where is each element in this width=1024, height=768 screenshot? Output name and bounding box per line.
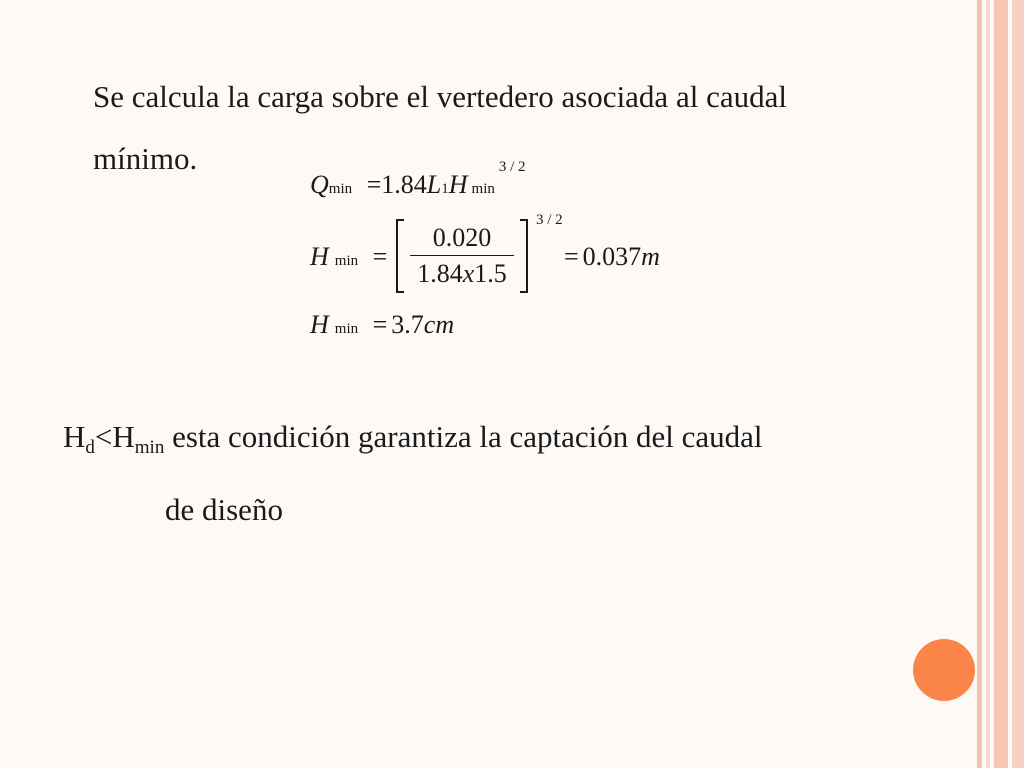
decorative-dot xyxy=(913,639,975,701)
eq2-denominator xyxy=(396,259,528,289)
equation-1 xyxy=(310,159,526,200)
right-bracket xyxy=(520,219,528,293)
eq3-equals: = xyxy=(372,310,388,339)
fraction-bar xyxy=(410,255,514,256)
eq1-H-sub: min xyxy=(471,181,495,197)
conclusion-h-min-sub: min xyxy=(134,437,165,458)
border-stripe-3 xyxy=(994,0,1008,768)
eq2-lhs-var: H xyxy=(310,242,329,271)
eq3-value: 3.7 xyxy=(391,310,424,339)
eq2-exponent: 3 / 2 xyxy=(536,212,563,228)
eq2-equals: = xyxy=(372,242,388,271)
conclusion-paragraph xyxy=(63,406,963,541)
conclusion-h-d: H xyxy=(63,419,86,454)
border-stripe-4 xyxy=(1012,0,1024,768)
eq3-lhs-var: H xyxy=(310,310,329,339)
conclusion-line-2: de diseño xyxy=(165,492,283,527)
border-stripe-1 xyxy=(977,0,982,768)
eq2-lhs-sub: min xyxy=(334,253,359,269)
eq3-unit: cm xyxy=(423,310,455,339)
conclusion-h-d-sub: d xyxy=(85,437,95,458)
eq2-result-equals: = xyxy=(564,242,579,271)
intro-line-2: mínimo. xyxy=(93,141,198,176)
eq1-coefficient: 1.84 xyxy=(381,170,427,199)
eq2-result-value: 0.037 xyxy=(582,242,642,271)
eq2-den-x: x xyxy=(462,259,475,288)
conclusion-h-min: H xyxy=(112,419,135,454)
eq1-exponent: 3 / 2 xyxy=(498,159,526,175)
equation-3 xyxy=(310,310,454,340)
conclusion-less-than: < xyxy=(94,419,113,454)
conclusion-text: esta condición garantiza la captación del caudal xyxy=(164,419,763,454)
eq1-L: L xyxy=(426,170,442,199)
eq1-L-sub: 1 xyxy=(441,181,449,197)
eq1-lhs-var: Q xyxy=(310,170,329,199)
intro-paragraph xyxy=(93,66,973,190)
equation-2-lhs xyxy=(310,242,387,272)
eq2-bracket-fraction xyxy=(396,219,528,293)
eq1-lhs-sub: min xyxy=(328,181,353,197)
eq2-den-b: 1.5 xyxy=(474,259,507,288)
eq1-H: H xyxy=(448,170,468,199)
eq3-lhs-sub: min xyxy=(334,321,359,337)
eq2-numerator: 0.020 xyxy=(432,223,492,252)
eq2-result-unit: m xyxy=(641,242,660,271)
eq2-den-a: 1.84 xyxy=(417,259,463,288)
intro-line-1: Se calcula la carga sobre el vertedero asociada al caudal xyxy=(93,79,787,114)
eq2-result xyxy=(564,242,660,272)
border-stripe-2 xyxy=(986,0,990,768)
eq1-equals: = xyxy=(366,170,382,199)
